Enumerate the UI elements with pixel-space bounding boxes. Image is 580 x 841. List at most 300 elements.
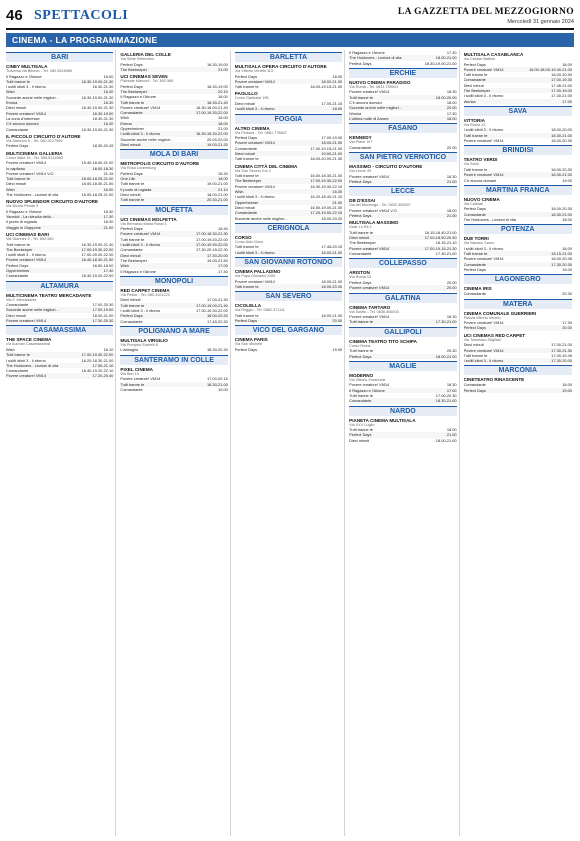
cinema-block <box>6 134 113 149</box>
showtimes: 18.00 <box>562 61 572 67</box>
showtime-row <box>349 438 456 443</box>
showtimes: 17.00-19.30-22.00 <box>81 352 114 358</box>
showtimes: 18.30-21.30 <box>92 115 114 121</box>
film-title: Tutti tranne te <box>6 241 30 247</box>
cinema-name: GALLERIA DEL COLLE <box>120 52 171 57</box>
showtimes: 17.00-19.30-22.00 <box>81 246 114 252</box>
cinema-name: ALTRO CINEMA <box>234 125 270 131</box>
city-heading: MARTINA FRANCA <box>464 185 572 195</box>
showtimes: 19.00 <box>218 386 228 392</box>
showtime-row <box>235 284 342 289</box>
film-title: The Beekeeper <box>120 66 147 72</box>
cinema-address: Via Nicola Pende 9 <box>6 204 39 209</box>
showtime-list <box>349 280 456 291</box>
film-title: The Beekeeper <box>120 257 147 263</box>
showtime-list <box>120 84 227 148</box>
cinema-name: MULTISALA OPERA CIRCUITO D'AUTORE <box>234 64 327 69</box>
showtimes: 21.00 <box>446 432 457 438</box>
showtimes: 18.40 <box>218 226 228 232</box>
showtime-row <box>464 325 572 330</box>
cinema-address: Via XXV Luglio <box>349 422 375 427</box>
cinema-name: PAOLILLO <box>234 91 258 97</box>
film-title: I soliti idioti 3 - Il ritorno <box>120 242 161 248</box>
showtimes: 16.30-19.00-21.30 <box>81 94 114 100</box>
showtimes: 16.20-18.30-21.00 <box>81 357 114 363</box>
showtime-row <box>235 347 342 352</box>
film-title: Tutti tranne te <box>463 352 488 358</box>
film-title: Perfect Days <box>349 279 372 285</box>
showtime-list <box>235 173 342 221</box>
showtime-list <box>349 230 456 256</box>
film-title: Povere creature! VM14 <box>234 140 275 146</box>
showtimes: 17.00-19.30-22.00 <box>195 242 228 248</box>
cinema-address: Via Sette Settembre <box>120 57 155 61</box>
film-title: Wish <box>6 89 15 95</box>
showtimes: 18.00-20.20 <box>321 215 343 221</box>
showtimes: 18.00 <box>218 94 228 100</box>
showtimes: 17.50-21.10 <box>92 362 114 368</box>
film-title: I soliti idioti 3 - Il ritorno <box>463 127 504 133</box>
city-heading: GALLIPOLI <box>349 327 456 337</box>
cinema-block <box>235 64 342 89</box>
showtimes: 17.30 <box>562 320 572 326</box>
film-title: Tutti tranne te <box>120 181 145 187</box>
cinema-block <box>349 220 456 256</box>
film-title: Comandante <box>349 398 372 404</box>
showtimes: 18.30-20.30 <box>207 347 228 353</box>
showtimes: 16.10 <box>103 346 114 352</box>
showtimes: 17.40 <box>103 268 114 274</box>
film-title: Perfect Days <box>120 61 143 67</box>
showtime-row <box>6 95 113 100</box>
film-title: C'è ancora domani <box>349 100 382 106</box>
cinema-name: CORSO <box>234 234 252 240</box>
cinema-block <box>235 235 342 255</box>
showtimes: 20.00 <box>446 105 457 111</box>
cinema-name: CINEMA CITTÀ DEL CINEMA <box>234 163 298 169</box>
cinema-address: Corso Italia 15 - Tel. 080.5214563 <box>6 155 63 160</box>
cinema-block <box>120 52 227 72</box>
film-title: Tutti tranne te <box>234 156 259 162</box>
showtimes: 18.00-21.00 <box>321 78 343 84</box>
showtimes: 17.20-19.50-22.15 <box>310 210 343 216</box>
cinema-block <box>349 50 456 66</box>
cinema-block <box>349 80 456 121</box>
showtimes: 16.40-18.30-21.50 <box>81 257 114 263</box>
film-title: Povere creature! VM14 <box>234 183 275 189</box>
film-title: Tutti tranne te <box>234 283 259 289</box>
city-heading: GALATINA <box>349 293 456 303</box>
showtimes: 17.40 <box>218 268 228 274</box>
film-title: The Beekeeper <box>349 240 376 246</box>
showtimes: 19.00-21.20 <box>207 141 228 147</box>
film-title: Perfect Days <box>463 325 486 331</box>
film-title: Perfect Days <box>120 226 143 232</box>
film-title: Dieci minuti <box>463 82 484 88</box>
film-title: Tutti tranne te <box>120 381 145 387</box>
film-title: Povere creature! VM14 <box>463 256 504 262</box>
showtime-row <box>120 67 227 72</box>
film-title: Oppenheimer <box>6 268 30 274</box>
film-title: Povere creature! VM14 <box>349 173 390 179</box>
showtimes: 17.00-21.15 <box>321 100 343 106</box>
showtime-row <box>235 250 342 255</box>
cinema-name: UCI CINEMAS RED CARPET <box>463 332 526 338</box>
showtimes: 16.20-18.40-21.10 <box>310 194 343 200</box>
film-title: C'è ancora domani <box>463 177 497 183</box>
film-title: Il Ragazzo e l'Airone <box>6 208 42 214</box>
showtimes: 17.00-19.15-21.00 <box>310 145 343 151</box>
film-title: Povere creature! VM14 V.O. <box>349 207 398 213</box>
cinema-address: Via F. Mercadante <box>6 297 37 302</box>
showtimes: 19.00 <box>562 177 572 183</box>
cinema-name: NUOVO CINEMA <box>463 196 500 202</box>
cinema-address: Via Manzoni 5 - Tel. 080.4127596 <box>6 138 63 143</box>
cinema-block <box>464 377 572 393</box>
showtimes: 16.30-19.00 <box>207 83 228 89</box>
cinema-block <box>6 199 113 230</box>
showtimes: 17.30-20.00 <box>207 252 228 258</box>
showtimes: 19.00-21.00 <box>207 181 228 187</box>
cinema-name: UCI CINEMAS BARI <box>6 232 49 238</box>
showtime-row <box>464 217 572 222</box>
showtimes: 21.00 <box>103 224 114 230</box>
film-title: Perfect Days <box>349 353 372 359</box>
cinema-block <box>349 270 456 290</box>
showtimes: 18.00 <box>446 207 457 213</box>
film-title: Dieci minuti <box>349 437 370 443</box>
film-title: I soliti idioti 3 - Il ritorno <box>234 194 275 200</box>
showtimes: 16.15-18.40-21.00 <box>424 229 457 235</box>
listing-column-5 <box>464 50 574 836</box>
city-heading: ERCHIE <box>349 68 456 78</box>
city-heading: POTENZA <box>464 224 572 234</box>
showtimes: 20.00-22.00 <box>207 136 228 142</box>
cinema-name: DUE TORRI <box>463 236 489 242</box>
showtimes: 17.30-21.00 <box>551 93 572 99</box>
showtime-list <box>464 167 572 183</box>
showtimes: 16.00 <box>103 186 114 192</box>
cinema-name: CINEMA TARTARO <box>349 304 391 310</box>
city-heading: SAN GIOVANNI ROTONDO <box>235 257 342 267</box>
film-title: The Beekeeper <box>463 88 491 94</box>
showtime-list <box>120 171 227 203</box>
cinema-name: VITTORIA <box>463 117 485 123</box>
film-title: Povere creature! VM14 <box>6 160 47 166</box>
film-title: Oppenheimer <box>120 126 144 132</box>
film-title: Povere creature! VM14 <box>234 78 275 84</box>
showtime-list <box>235 101 342 112</box>
city-heading: MATERA <box>464 299 572 309</box>
showtime-row <box>349 61 456 66</box>
cinema-name: CINEMA PALLADINO <box>234 268 281 274</box>
cinema-address: Via Tommaso Stigliani <box>463 337 501 342</box>
film-title: Comandante <box>463 382 486 388</box>
film-title: Tutti tranne te <box>463 251 488 257</box>
showtimes: 17.45-20.15 <box>321 244 343 250</box>
cinema-address: Via Cesare Battisti <box>463 57 495 61</box>
cinema-block <box>235 303 342 323</box>
cinema-address: Via Roma 12 <box>463 122 486 127</box>
showtimes: 17.00-19.00 <box>92 307 114 313</box>
film-title: Comandante <box>463 77 486 83</box>
showtime-list <box>349 382 456 403</box>
showtime-list <box>464 127 572 143</box>
cinema-block <box>464 118 572 143</box>
showtime-row <box>235 216 342 221</box>
film-title: Povere creature! VM14 <box>6 257 47 263</box>
showtimes: 17.00 <box>562 98 572 104</box>
film-title: Yannick - La rivincita dello... <box>6 214 55 220</box>
listing-column-3 <box>235 50 345 836</box>
film-title: Wish <box>120 263 130 269</box>
showtime-row <box>349 145 456 150</box>
showtime-list <box>235 244 342 255</box>
film-title: Comandante <box>463 261 486 267</box>
newspaper-name: LA GAZZETTA DEL MEZZOGIORNO <box>397 7 574 17</box>
film-title: Povere creature! VM14 <box>463 138 504 144</box>
film-title: Dieci minuti <box>234 151 255 157</box>
showtimes: 16.30 <box>103 89 114 95</box>
film-title: Tutti tranne te <box>349 427 374 433</box>
cinema-address: Via Pompeo Sarnelli 8 <box>120 342 158 347</box>
cinema-block <box>235 126 342 162</box>
showtimes: 16.00-18.25-21.00 <box>81 191 114 197</box>
showtimes: 17.30 <box>103 214 114 220</box>
showtimes: 16.15-21.10 <box>435 240 457 246</box>
showtimes: 16.30-19.20-22.00 <box>81 273 114 279</box>
showtime-list <box>349 174 456 185</box>
showtimes: 17.00-19.00 <box>551 88 572 94</box>
city-heading: MOLFETTA <box>120 205 227 215</box>
showtimes: 20.10 <box>218 88 228 94</box>
showtime-list <box>235 313 342 324</box>
film-title: Comandante <box>463 211 486 217</box>
film-title: Dieci minuti <box>6 105 27 111</box>
film-title: Comandante <box>120 386 143 392</box>
showtime-list <box>120 376 227 392</box>
showtimes: 18.00-21.00 <box>207 191 228 197</box>
showtimes: 20.00 <box>562 325 572 331</box>
cinema-address: Via dei Mocenigo - Tel. 0832.390557 <box>349 203 411 208</box>
showtimes: 17.00-18.30-21.30 <box>195 231 228 237</box>
showtime-list <box>6 160 113 197</box>
listing-columns <box>6 50 574 836</box>
cinema-name: ARISTON <box>349 270 370 276</box>
cinema-name: CINEMA TEATRO TITO SCHIPA <box>349 338 417 344</box>
showtimes: 16.30-19.00 <box>207 61 228 67</box>
showtime-row <box>6 273 113 278</box>
showtimes: 16.30 <box>103 208 114 214</box>
showtime-row <box>6 192 113 197</box>
section-title: SPETTACOLI <box>34 8 129 23</box>
film-title: Perfect Days <box>349 60 372 66</box>
film-title: Perfect Days <box>463 266 486 272</box>
cinema-name: MULTICINEMA TEATRO MERCADANTE <box>6 292 92 298</box>
cinema-block <box>349 339 456 359</box>
film-title: Tutti tranne te <box>349 94 374 100</box>
showtimes: 18.00-19.15-21.00 <box>310 84 343 90</box>
film-title: Povere creature! VM14 <box>349 89 390 95</box>
cinema-address: Viale Lo Re 1 <box>349 225 372 230</box>
showtimes: 17.00-19.00 <box>321 135 343 141</box>
film-title: Comandante <box>6 126 29 132</box>
film-title: Povere creature! VM14 <box>463 66 504 72</box>
showtime-list <box>349 348 456 359</box>
city-heading: SANTERAMO IN COLLE <box>120 355 227 365</box>
film-title: Tutti tranne te <box>463 166 488 172</box>
cinema-block <box>349 135 456 150</box>
film-title: Tutti tranne te <box>6 352 30 358</box>
showtimes: 20.00 <box>446 285 457 291</box>
showtimes: 18.00-21.00 <box>321 278 343 284</box>
showtimes: 17.00-20.30 <box>92 302 114 308</box>
showtimes: 17.30 <box>446 110 457 116</box>
film-title: Tutti tranne te <box>349 392 374 398</box>
cinema-name: NUOVO CINEMA PARADISO <box>349 79 411 85</box>
showtimes: 17.30-21.00 <box>435 319 457 325</box>
film-title: Povere creature! VM14 <box>349 314 390 320</box>
showtimes: 16.00-18.30-21.00 <box>81 181 114 187</box>
film-title: Il punto di rugiada <box>120 186 152 192</box>
showtimes: 20.00 <box>446 144 457 150</box>
film-title: Povere creature! VM14 <box>349 382 390 388</box>
showtimes: 18.00 <box>446 115 457 121</box>
showtime-list <box>349 314 456 325</box>
showtime-row <box>235 106 342 111</box>
showtime-row <box>349 179 456 184</box>
film-title: Dieci minuti <box>463 342 484 348</box>
showtimes: 19.00 <box>332 346 343 352</box>
film-title: Povere creature! VM14 <box>349 245 390 251</box>
showtimes: 20.30 <box>562 291 572 297</box>
film-title: Dieci minuti <box>6 181 27 187</box>
showtimes: 17.00 <box>218 263 228 269</box>
film-title: I soliti idioti 3 - Il ritorno <box>463 245 504 251</box>
film-title: Comandante <box>349 251 372 257</box>
showtime-list <box>235 135 342 161</box>
showtime-list <box>464 206 572 222</box>
showtime-list <box>120 297 227 323</box>
showtime-row <box>464 178 572 183</box>
showtime-row <box>6 127 113 132</box>
cinema-name: MULTISALA CASABLANCA <box>463 52 524 57</box>
film-title: Dieci minuti <box>120 252 141 258</box>
showtime-list <box>464 62 572 104</box>
cinema-block <box>349 373 456 404</box>
film-title: Tutti tranne te <box>349 229 374 235</box>
film-title: Il punto di rugiada <box>6 219 37 225</box>
film-title: I soliti idioti 3 - Il ritorno <box>463 358 504 364</box>
film-title: Perfect Days <box>234 135 258 141</box>
showtimes: 18.00 <box>218 120 228 126</box>
showtime-list <box>120 347 227 352</box>
cinema-block <box>235 164 342 221</box>
showtimes: 21.00 <box>446 213 457 219</box>
cinema-block <box>120 338 227 353</box>
film-title: Povere creature! VM14 <box>463 172 504 178</box>
city-heading: BRINDISI <box>464 145 572 155</box>
showtime-list <box>349 208 456 219</box>
film-title: The Beekeeper <box>120 88 147 94</box>
showtimes: 17.00-20.00-22.30 <box>81 252 114 258</box>
showtime-list <box>6 302 113 323</box>
cinema-address: Via Rosa Luxemburg <box>120 166 156 171</box>
showtime-list <box>120 226 227 274</box>
showtime-list <box>6 143 113 148</box>
showtime-row <box>235 318 342 323</box>
cinema-block <box>349 418 456 443</box>
showtimes: 19.00 <box>562 266 572 272</box>
film-title: The Holdovers - Lezioni di vita <box>349 55 402 61</box>
city-heading: SAN SEVERO <box>235 291 342 301</box>
cinema-address: Via Giannini 9 - Tel. 892.960 <box>6 237 54 242</box>
film-title: Perfect Days <box>120 313 143 319</box>
city-heading: MAGLIE <box>349 361 456 371</box>
film-title: Comandante <box>463 291 486 297</box>
film-title: Povere creature! VM14 V.O. <box>6 170 55 176</box>
showtimes: 17.30-19.30-22.00 <box>195 307 228 313</box>
showtimes: 18.00-20.30 <box>551 206 572 212</box>
film-title: Emma <box>6 100 18 106</box>
cinema-name: CICOLELLA <box>234 303 262 309</box>
film-title: Perfect Days <box>349 213 372 219</box>
showtimes: 15.40-18.00-21.00 <box>81 160 114 166</box>
film-title: Succede anche nelle migliori... <box>6 94 59 100</box>
cinema-name: TEATRO VERDI <box>463 157 498 163</box>
film-title: Oppenheimer <box>234 199 259 205</box>
cinema-address: Via Reggio - Tel. 0882.371111 <box>234 308 285 313</box>
cinema-address: Via Santi <box>463 162 479 167</box>
showtime-row <box>464 358 572 363</box>
cinema-name: RED CARPET CINEMA <box>120 287 170 293</box>
showtimes: 18.30 <box>446 314 457 320</box>
film-title: L'abbaglio <box>120 347 139 353</box>
showtimes: 18.00-20.30 <box>321 283 343 289</box>
showtimes: 17.30-20.30 <box>92 318 114 324</box>
showtimes: 18.00-21.00 <box>435 55 457 61</box>
showtime-row <box>349 285 456 290</box>
showtime-row <box>349 213 456 218</box>
cinema-block <box>120 161 227 202</box>
cinema-block <box>120 217 227 274</box>
film-title: Il Ragazzo e l'Airone <box>120 268 156 274</box>
cinema-name: NUOVO SPLENDOR CIRCUITO D'AUTORE <box>6 199 99 205</box>
showtime-list <box>6 242 113 279</box>
showtimes: 18.30-19.00-21.00 <box>424 60 457 66</box>
showtime-row <box>464 388 572 393</box>
film-title: I soliti idioti 3 - Il ritorno <box>120 307 161 313</box>
showtime-row <box>464 138 572 143</box>
showtimes: 16.30-19.00-21.40 <box>81 241 114 247</box>
film-title: Tutti tranne te <box>6 78 30 84</box>
showtimes: 18.00-20.00-21.30 <box>310 156 343 162</box>
film-title: Perfect Days <box>463 61 486 67</box>
showtimes: 17.00-19.00-21.40 <box>195 302 228 308</box>
cinema-name: CINETEATRO RINASCENTE <box>463 377 525 383</box>
cinema-address: Via San Severo Km 2 <box>234 168 272 173</box>
showtimes: 16.30-18.00-21.40 <box>195 104 228 110</box>
showtimes: 16.30-19.00-21.30 <box>81 105 114 111</box>
city-heading: MOLA DI BARI <box>120 149 227 159</box>
showtimes: 17.00-19.15-21.30 <box>424 245 457 251</box>
showtimes: 17.00-21.30 <box>207 297 228 303</box>
showtimes: 16.00-18.00-19.40-21.00 <box>529 66 572 72</box>
showtime-row <box>120 319 227 324</box>
showtime-row <box>6 373 113 378</box>
showtimes: 18.00-21.00 <box>92 312 114 318</box>
showtimes: 16.30-19.00-21.30 <box>81 78 114 84</box>
